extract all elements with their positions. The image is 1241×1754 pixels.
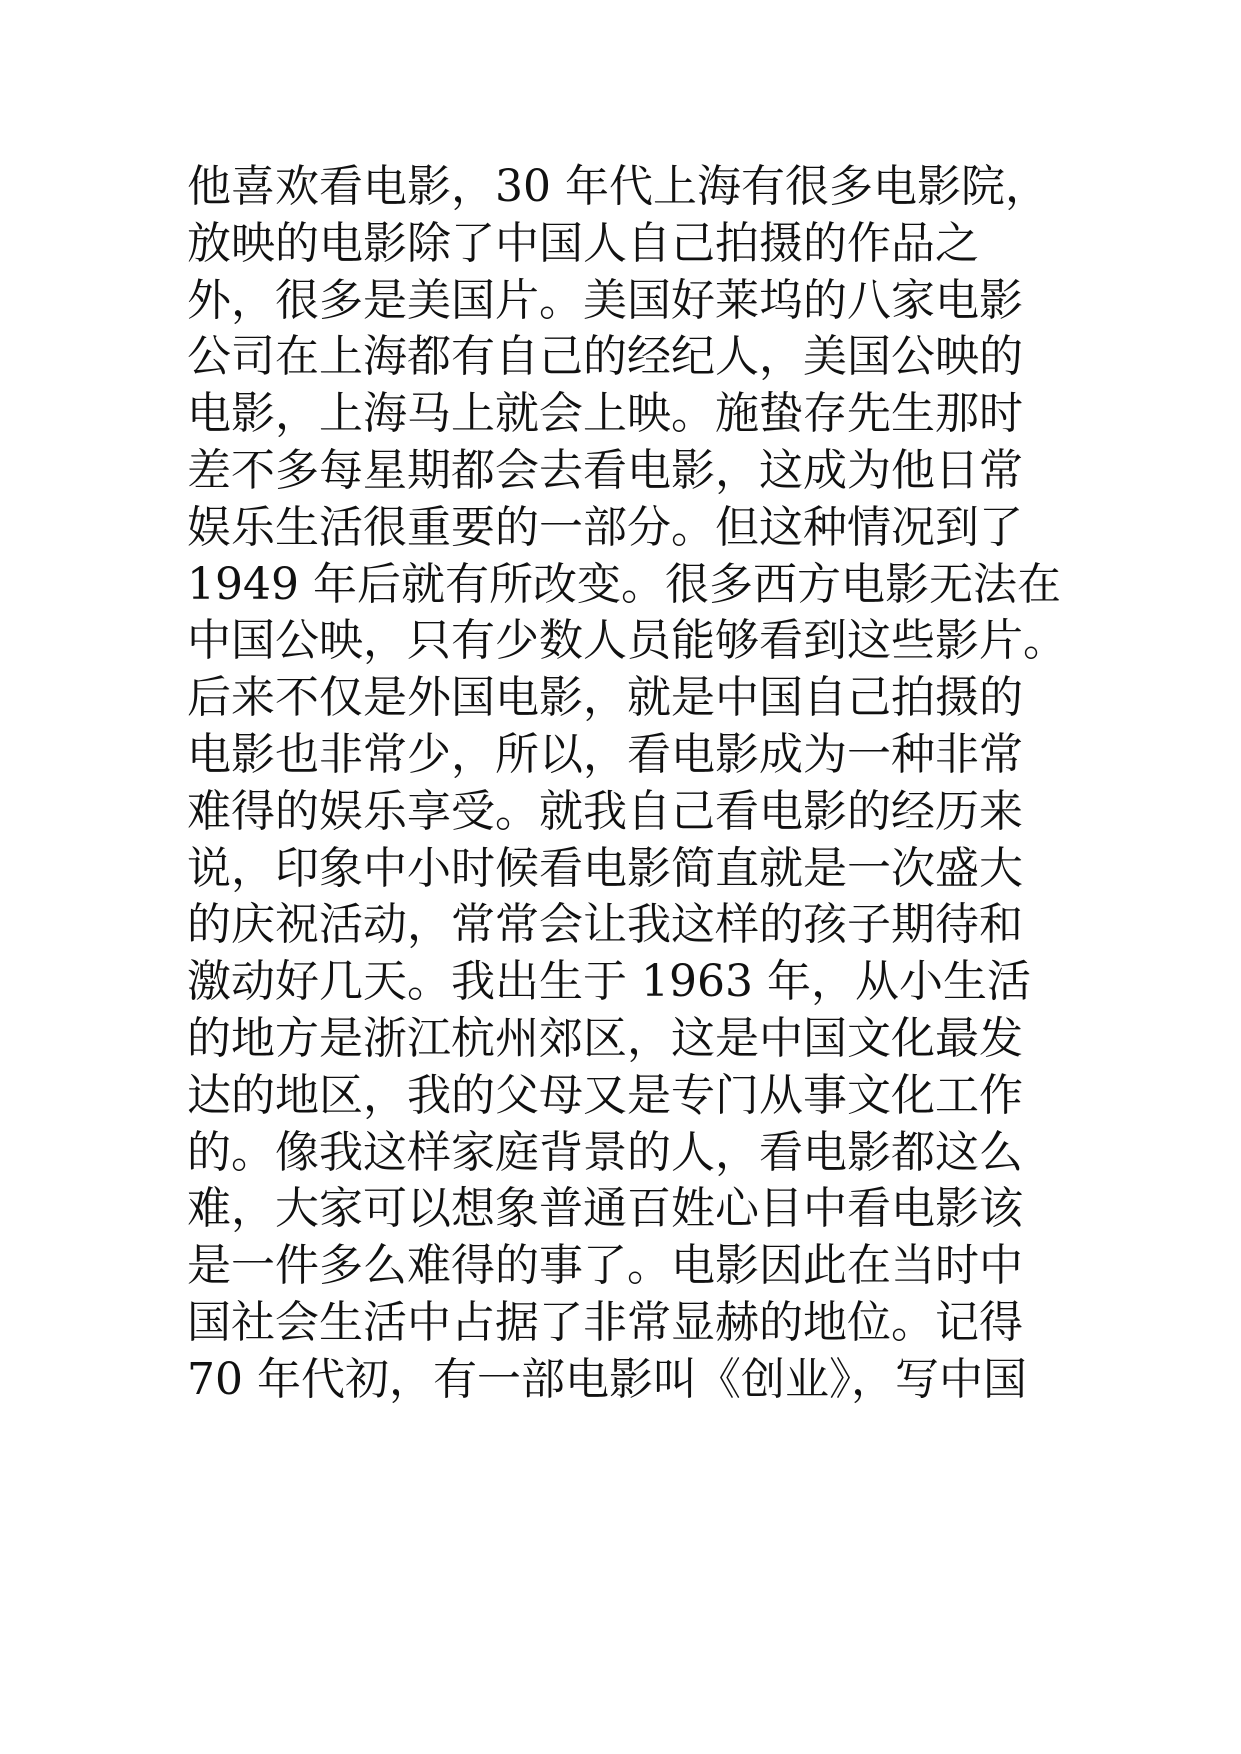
text-line: 激动好几天。我出生于 1963 年，从小生活 <box>187 956 1031 1008</box>
text-line: 的地方是浙江杭州郊区，这是中国文化最发 <box>187 1012 1023 1064</box>
text-line: 差不多每星期都会去看电影，这成为他日常 <box>187 444 1023 496</box>
text-line: 难，大家可以想象普通百姓心目中看电影该 <box>187 1183 1023 1235</box>
text-line: 的。像我这样家庭背景的人，看电影都这么 <box>187 1126 1023 1178</box>
text-line: 电影，上海马上就会上映。施蛰存先生那时 <box>187 388 1023 440</box>
text-line: 国社会生活中占据了非常显赫的地位。记得 <box>187 1296 1023 1348</box>
text-line: 放映的电影除了中国人自己拍摄的作品之 <box>187 217 979 269</box>
text-line: 难得的娱乐享受。就我自己看电影的经历来 <box>187 785 1023 837</box>
text-line: 说，印象中小时候看电影简直就是一次盛大 <box>187 842 1023 894</box>
text-line: 公司在上海都有自己的经纪人，美国公映的 <box>187 331 1023 383</box>
text-line: 后来不仅是外国电影，就是中国自己拍摄的 <box>187 672 1023 724</box>
text-line: 达的地区，我的父母又是专门从事文化工作 <box>187 1069 1023 1121</box>
body-text <box>187 159 1067 1409</box>
text-line: 是一件多么难得的事了。电影因此在当时中 <box>187 1240 1023 1292</box>
text-line: 他喜欢看电影，30 年代上海有很多电影院， <box>187 161 1049 212</box>
text-line: 外，很多是美国片。美国好莱坞的八家电影 <box>187 274 1023 326</box>
text-line: 电影也非常少，所以，看电影成为一种非常 <box>187 728 1023 780</box>
text-line: 中国公映，只有少数人员能够看到这些影片。 <box>187 615 1067 667</box>
text-line: 娱乐生活很重要的一部分。但这种情况到了 <box>187 501 1023 553</box>
text-line: 的庆祝活动，常常会让我这样的孩子期待和 <box>187 899 1023 951</box>
text-line: 1949 年后就有所改变。很多西方电影无法在 <box>187 558 1061 610</box>
text-line: 70 年代初，有一部电影叫《创业》，写中国 <box>187 1353 1027 1405</box>
